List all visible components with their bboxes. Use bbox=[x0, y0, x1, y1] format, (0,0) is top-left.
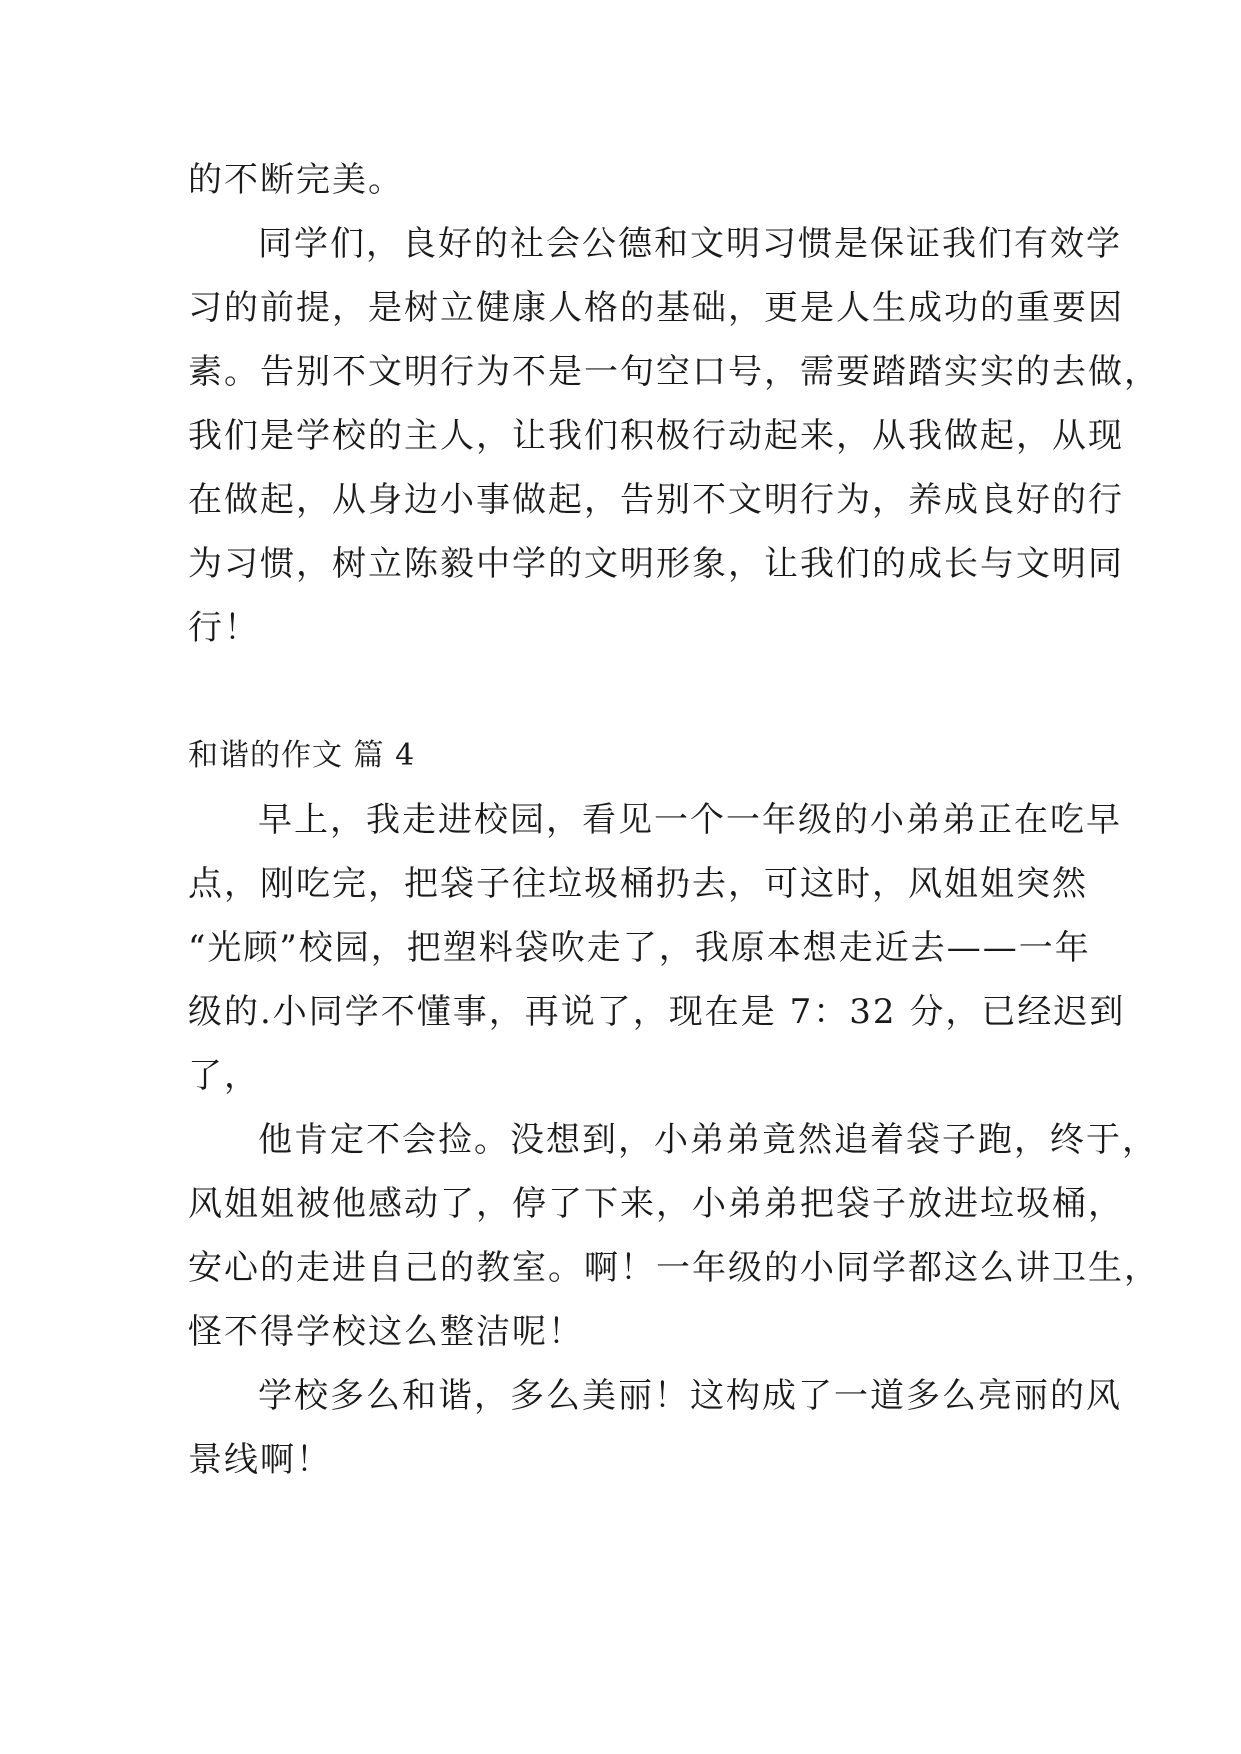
paragraph bbox=[188, 1364, 1122, 1492]
paragraph-line: 景线啊！ bbox=[188, 1440, 332, 1480]
paragraph bbox=[188, 212, 1160, 660]
paragraph-line: 同学们，良好的社会公德和文明习惯是保证我们有效学 bbox=[258, 224, 1122, 264]
paragraph-line: 风姐姐被他感动了，停了下来，小弟弟把袋子放进垃圾桶， bbox=[188, 1184, 1124, 1224]
paragraph-line: 怪不得学校这么整洁呢！ bbox=[188, 1312, 584, 1352]
paragraph-line: 早上，我走进校园，看见一个一年级的小弟弟正在吃早 bbox=[258, 800, 1122, 840]
paragraph-line: “光顾”校园，把塑料袋吹走了，我原本想走近去——一年 bbox=[188, 928, 1091, 968]
paragraph-line: 为习惯，树立陈毅中学的文明形象，让我们的成长与文明同 bbox=[188, 544, 1124, 584]
paragraph bbox=[188, 1108, 1160, 1364]
paragraph-line: 点，刚吃完，把袋子往垃圾桶扔去，可这时，风姐姐突然 bbox=[188, 864, 1088, 904]
section-title: 和谐的作文 篇 4 bbox=[188, 738, 416, 773]
paragraph-line: 学校多么和谐，多么美丽！这构成了一道多么亮丽的风 bbox=[258, 1376, 1122, 1416]
paragraph-line: 习的前提，是树立健康人格的基础，更是人生成功的重要因 bbox=[188, 288, 1124, 328]
paragraph-line: 安心的走进自己的教室。啊！一年级的小同学都这么讲卫生， bbox=[188, 1248, 1160, 1288]
paragraph-line: 的不断完美。 bbox=[188, 160, 404, 200]
section-spacer bbox=[188, 660, 1058, 724]
paragraph-line: 我们是学校的主人，让我们积极行动起来，从我做起，从现 bbox=[188, 416, 1124, 456]
paragraph-line: 他肯定不会捡。没想到，小弟弟竟然追着袋子跑，终于， bbox=[258, 1120, 1158, 1160]
document-body bbox=[188, 148, 1160, 1492]
paragraph-line: 了， bbox=[188, 1056, 260, 1096]
paragraph-line: 级的.小同学不懂事，再说了，现在是 7：32 分，已经迟到 bbox=[188, 992, 1126, 1032]
paragraph-line: 在做起，从身边小事做起，告别不文明行为，养成良好的行 bbox=[188, 480, 1124, 520]
paragraph-line: 行！ bbox=[188, 608, 260, 648]
paragraph-line: 素。告别不文明行为不是一句空口号，需要踏踏实实的去做， bbox=[188, 352, 1160, 392]
paragraph bbox=[188, 788, 1126, 1108]
